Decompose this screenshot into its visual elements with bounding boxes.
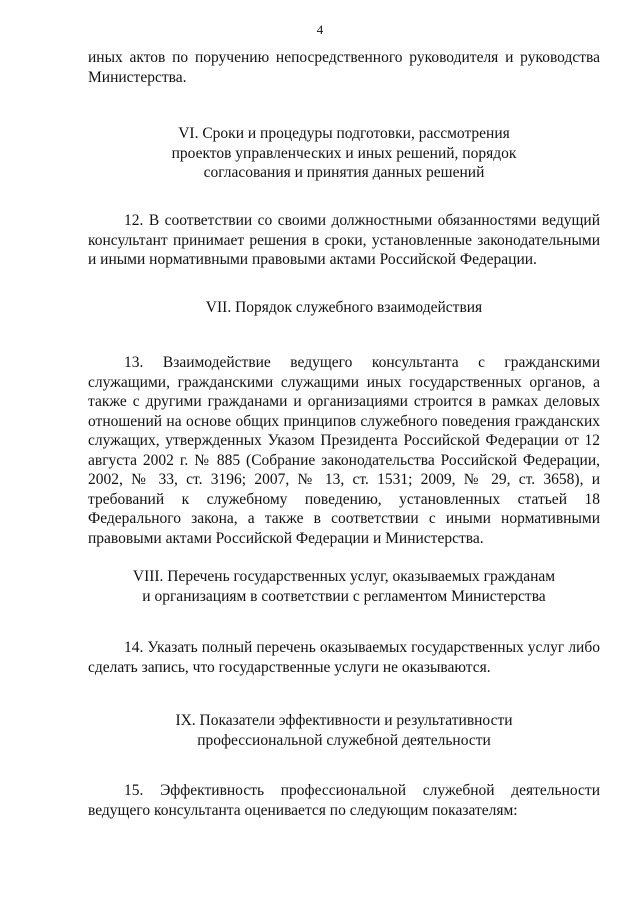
heading-line: согласования и принятия данных решений: [203, 164, 485, 181]
heading-line: IX. Показатели эффективности и результативности: [175, 712, 513, 729]
paragraph-continued: иных актов по поручению непосредственного руководителя и руководства Министерства.: [88, 49, 600, 86]
page-number: 4: [316, 22, 324, 37]
heading-section-6: [88, 124, 600, 183]
heading-section-8: [88, 567, 600, 606]
heading-line: проектов управленческих и иных решений, порядок: [171, 144, 517, 162]
heading-section-7: [88, 298, 600, 318]
heading-line: VII. Порядок служебного взаимодействия: [205, 299, 483, 316]
paragraph-14: 14. Указать полный перечень оказываемых государственных услуг либо сделать запись, что государственные услуги не оказываются.: [88, 639, 600, 676]
heading-line: и организациям в соответствии с регламентом Министерства: [142, 587, 546, 605]
heading-section-9: [88, 711, 600, 750]
heading-line: VI. Сроки и процедуры подготовки, рассмотрения: [178, 125, 510, 142]
heading-line: VIII. Перечень государственных услуг, оказываемых гражданам: [132, 568, 556, 585]
paragraph-15: 15. Эффективность профессиональной служебной деятельности ведущего консультанта оценивается по следующим показателям:: [88, 782, 600, 819]
paragraph-13: 13. Взаимодействие ведущего консультанта с гражданскими служащими, гражданскими служащими иных государственных органов, а также с другими гражданами и организациями строится в рамках деловых отношений на основе общих принципов служебного поведения гражданских служащих, утвержденных Указом Президента Российской Федерации от 12 августа 2002 г. № 885 (Собрание законодательства Российской Федерации, 2002, № 33, ст. 3196; 2007, № 13, ст. 1531; 2009, № 29, ст. 3658), и требований к служебному поведению, установленных статьей 18 Федерального закона, а также в соответствии с иными нормативными правовыми актами Российской Федерации и Министерства.: [88, 354, 600, 547]
paragraph-12: 12. В соответствии со своими должностными обязанностями ведущий консультант принимает решения в сроки, установленные законодательными и иными нормативными правовыми актами Российской Федерации.: [88, 212, 600, 268]
heading-line: профессиональной служебной деятельности: [197, 731, 491, 749]
